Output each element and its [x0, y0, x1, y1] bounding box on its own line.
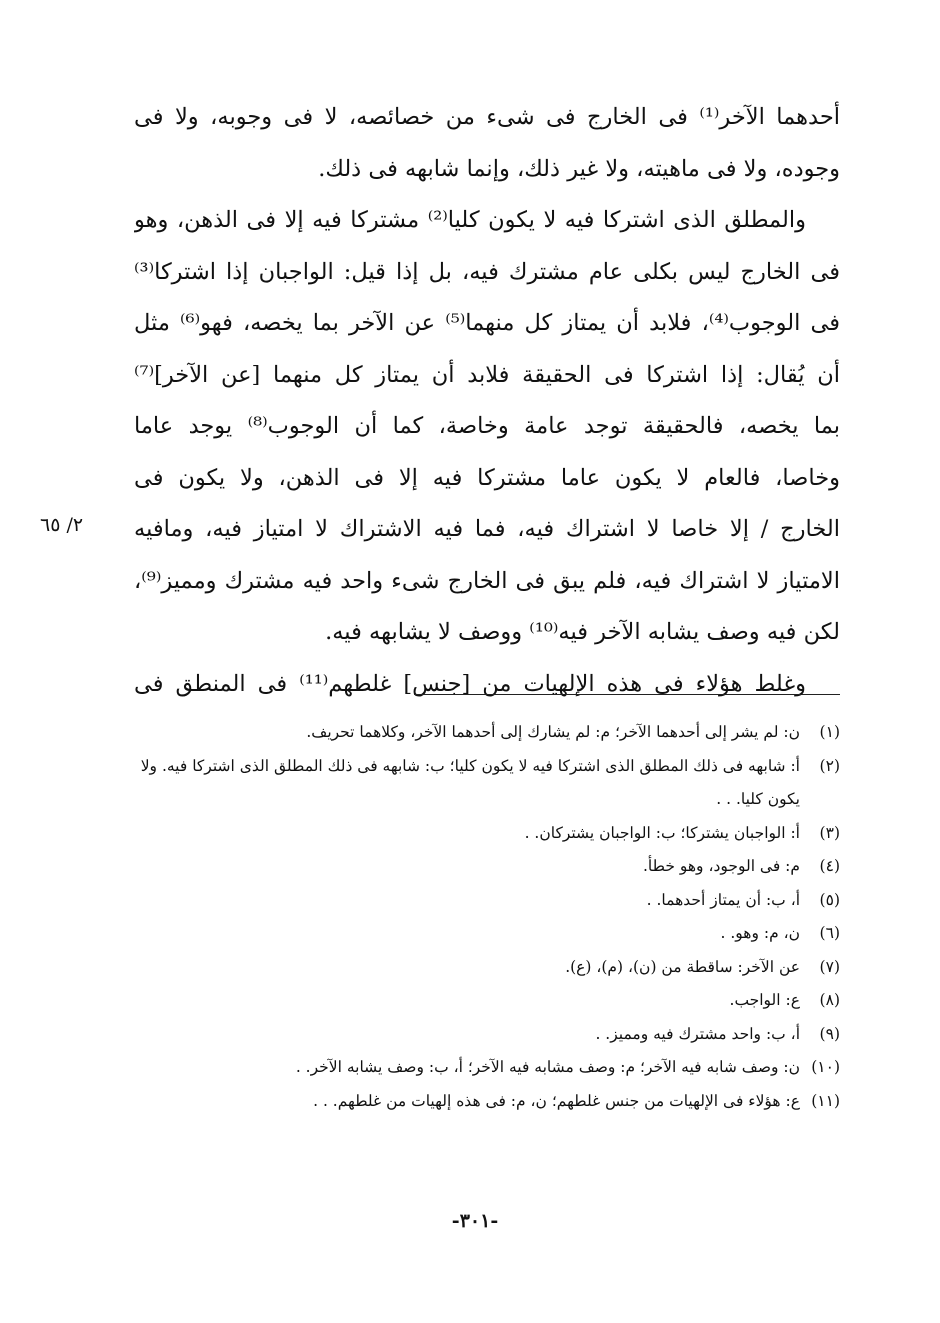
text-line: الامتياز لا اشتراك فيه، فلم يبق فى الخارج شىء واحد فيه مشترك ومميز⁽⁹⁾، — [134, 567, 840, 594]
footnote-text: أ: شابهه فى ذلك المطلق الذى اشتركا فيه لا يكون كليا؛ ب: شابهه فى ذلك المطلق الذى اشتركا فيه. ولا يكون كليا. . . — [140, 756, 800, 808]
footnote — [134, 1018, 840, 1052]
footnote-number: (٤) — [819, 857, 840, 875]
footnote-number: (١٠) — [811, 1058, 840, 1076]
footnote-text: ن: وصف شابه فيه الآخر؛ م: وصف مشابه فيه الآخر؛ أ، ب: وصف يشابه الآخر. . — [295, 1058, 800, 1076]
footnote-text: أ، ب: واحد مشترك فيه ومميز. . — [595, 1024, 800, 1043]
footnote-number: (٩) — [819, 1024, 840, 1043]
footnote — [134, 951, 840, 985]
text-line: لكن فيه وصف يشابه الآخر فيه⁽¹⁰⁾ ووصف لا يشابهه فيه. — [325, 619, 840, 645]
footnote-number: (٧) — [819, 957, 840, 976]
footnotes — [134, 716, 840, 1118]
footnote-text: ع: الواجب. — [729, 991, 800, 1009]
footnote-number: (٢) — [819, 756, 840, 775]
footnote-text: ن: لم يشر إلى أحدهما الآخر؛ م: لم يشارك إلى أحدهما الآخر، وكلاهما تحريف. — [306, 723, 800, 741]
text-line: أحدهما الآخر⁽¹⁾ فى الخارج فى شىء من خصائصه، لا فى وجوبه، ولا فى — [134, 104, 840, 130]
footnote — [134, 1085, 840, 1119]
text-line: والمطلق الذى اشتركا فيه لا يكون كليا⁽²⁾ مشتركا فيه إلا فى الذهن، وهو — [134, 207, 807, 233]
footnote-number: (٣) — [819, 823, 840, 842]
footnote-text: أ: الواجبان يشتركا؛ ب: الواجبان يشتركان. . — [524, 823, 800, 842]
footnote-number: (٦) — [819, 924, 840, 942]
footnote-divider — [414, 694, 840, 695]
footnote — [134, 884, 840, 918]
text-line: فى الخارج ليس بكلى عام مشترك فيه، بل إذا قيل: الواجبان إذا اشتركا⁽³⁾ — [134, 258, 840, 285]
footnote-text: عن الآخر: ساقطة من (ن)، (م)، (ع). — [565, 957, 800, 976]
footnote — [134, 750, 840, 817]
main-text — [134, 92, 840, 710]
footnote — [134, 1051, 840, 1085]
text-line: فى الوجوب⁽⁴⁾، فلابد أن يمتاز كل منهما⁽⁵⁾ عن الآخر بما يخصه، فهو⁽⁶⁾ مثل — [134, 310, 840, 336]
text-line: وغلط هؤلاء فى هذه الإلهيات من [جنس] غلطهم⁽¹¹⁾ فى المنطق فى — [134, 670, 806, 697]
footnote-number: (٥) — [819, 890, 840, 909]
footnote-number: (١) — [819, 723, 840, 741]
footnote-number: (٨) — [819, 991, 840, 1009]
footnote — [134, 917, 840, 951]
text-line: الخارج / إلا خاصا لا اشتراك فيه، فما فيه الاشتراك لا امتياز فيه، ومافيه — [134, 516, 840, 542]
footnote — [134, 850, 840, 884]
footnote-number: (١١) — [811, 1091, 840, 1110]
text-line: وخاصا، فالعام لا يكون عاما مشتركا فيه إلا فى الذهن، ولا يكون فى — [134, 464, 840, 491]
footnote-text: ع: هؤلاء فى الإلهيات من جنس غلطهم؛ ن، م: فى هذه إلهيات من غلطهم. . . — [313, 1091, 800, 1110]
footnote-text: م: فى الوجود، وهو خطأ. — [643, 857, 800, 875]
footnote — [134, 716, 840, 750]
page-number: -٣٠١- — [451, 1210, 499, 1232]
footnote — [134, 817, 840, 851]
footnote — [134, 984, 840, 1018]
margin-page-reference: ٢/ ٦٥ — [40, 514, 84, 536]
text-line: بما يخصه، فالحقيقة توجد عامة وخاصة، كما أن الوجوب⁽⁸⁾ يوجد عاما — [134, 413, 840, 439]
footnote-text: ن، م: وهو. . — [720, 924, 800, 942]
text-line: أن يُقال: إذا اشتركا فى الحقيقة فلابد أن يمتاز كل منهما [عن الآخر]⁽⁷⁾ — [134, 361, 840, 388]
text-line: وجوده، ولا فى ماهيته، ولا غير ذلك، وإنما شابهه فى ذلك. — [318, 155, 840, 182]
footnote-text: أ، ب: أن يمتاز أحدهما. . — [646, 890, 800, 909]
